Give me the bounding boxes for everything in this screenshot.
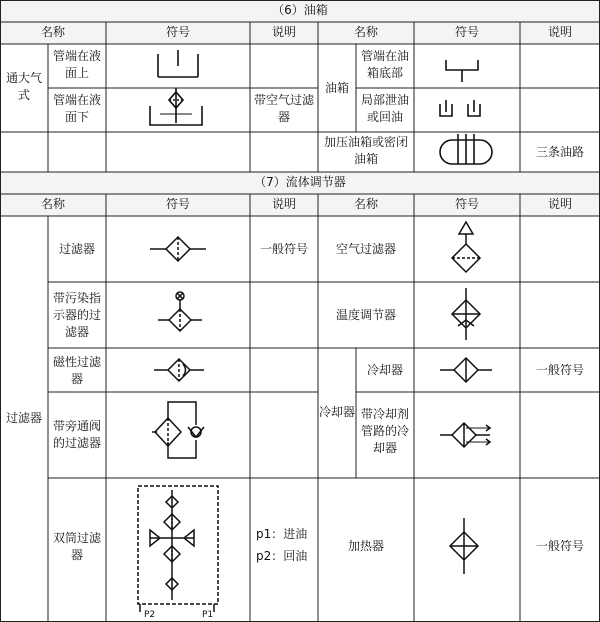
magnetic-filter-label: 磁性过滤器 — [52, 355, 101, 386]
filter-indicator-label: 带污染指示器的过滤器 — [52, 291, 101, 339]
duplex-filter-label: 双筒过滤器 — [52, 531, 101, 562]
local-drain-icon — [440, 100, 480, 116]
filter-indicator-icon — [158, 292, 202, 331]
pipe-below-note: 带空气过滤器 — [253, 93, 314, 124]
pressurized-tank-label: 加压油箱或密闭油箱 — [323, 135, 408, 166]
s7-header-note-left: 说明 — [271, 197, 296, 211]
air-filter-label: 空气过滤器 — [335, 242, 396, 256]
temp-regulator-label: 温度调节器 — [335, 308, 396, 322]
duplex-note-return: p2：回油 — [256, 549, 308, 563]
section6-title: （6）油箱 — [272, 3, 328, 17]
heater-label: 加热器 — [347, 539, 384, 553]
pressurized-tank-note: 三条油路 — [535, 145, 584, 159]
s7-header-note-right: 说明 — [547, 197, 572, 211]
duplex-note-inlet: p1：进油 — [256, 527, 308, 541]
tank-pipe-bottom-icon — [446, 60, 478, 82]
filter-note: 一般符号 — [259, 242, 308, 256]
section7-title: （7）流体调节器 — [254, 175, 346, 189]
duplex-label-p1: P1 — [202, 610, 214, 620]
tank-pipe-below-filter-icon — [150, 88, 202, 125]
s6-header-symbol-left: 符号 — [165, 25, 190, 39]
cooler-label: 冷却器 — [366, 363, 403, 377]
tank-group-label: 油箱 — [324, 81, 349, 95]
s6-header-name-right: 名称 — [353, 25, 378, 39]
cooler-note: 一般符号 — [535, 363, 584, 377]
pressurized-tank-icon — [440, 134, 492, 164]
filter-group-label: 过滤器 — [5, 411, 42, 425]
s6-header-note-left: 说明 — [271, 25, 296, 39]
filter-icon — [150, 237, 206, 261]
s7-header-symbol-right: 符号 — [454, 197, 479, 211]
cooler-pipe-label: 带冷却剂管路的冷却器 — [360, 407, 409, 455]
vented-group-label: 通大气式 — [5, 71, 42, 102]
s6-header-symbol-right: 符号 — [454, 25, 479, 39]
pipe-bottom-label: 管端在油箱底部 — [360, 49, 409, 80]
bypass-filter-label: 带旁通阀的过滤器 — [52, 419, 101, 450]
tank-pipe-above-icon — [158, 50, 198, 77]
air-filter-icon — [452, 222, 480, 272]
s6-header-note-right: 说明 — [547, 25, 572, 39]
s7-header-name-right: 名称 — [353, 197, 378, 211]
cooler-icon — [440, 358, 492, 382]
pipe-below-label: 管端在液面下 — [52, 93, 101, 124]
magnetic-filter-icon — [154, 359, 204, 381]
cooler-group-label: 冷却器 — [318, 405, 355, 419]
pipe-above-label: 管端在液面上 — [52, 49, 101, 80]
heater-icon — [450, 518, 478, 574]
s7-header-symbol-left: 符号 — [165, 197, 190, 211]
duplex-label-p2: P2 — [144, 610, 156, 620]
s6-header-name-left: 名称 — [40, 25, 65, 39]
filter-label: 过滤器 — [58, 242, 95, 256]
duplex-filter-icon — [138, 486, 218, 612]
temperature-regulator-icon — [452, 288, 480, 340]
bypass-filter-icon — [152, 402, 204, 458]
s7-header-name-left: 名称 — [40, 197, 65, 211]
cooler-with-coolant-icon — [440, 423, 490, 447]
local-drain-label: 局部泄油或回油 — [360, 93, 409, 124]
heater-note: 一般符号 — [535, 539, 584, 553]
